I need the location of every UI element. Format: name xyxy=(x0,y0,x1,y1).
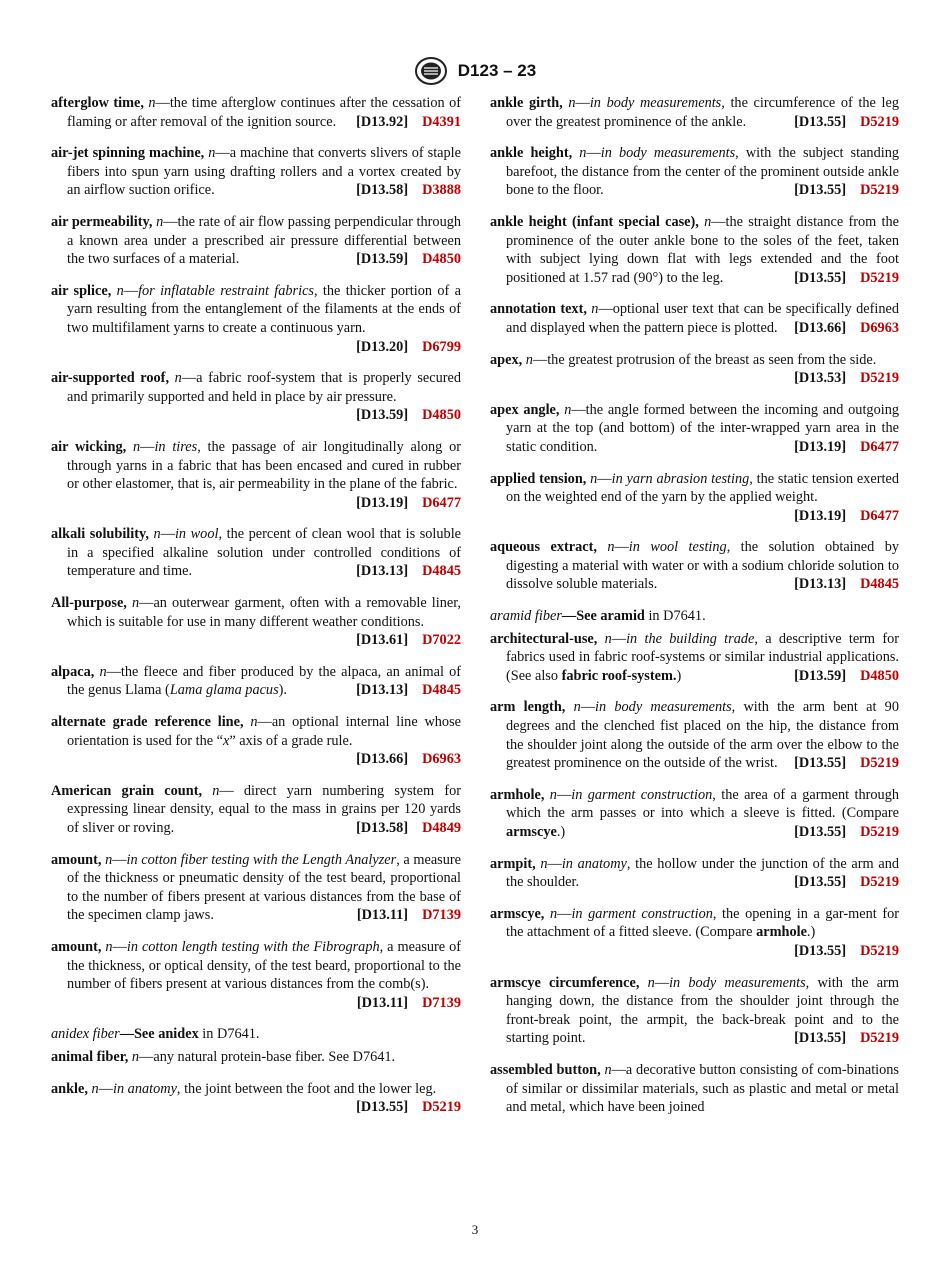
part-of-speech: n xyxy=(131,595,140,612)
subcommittee-code: [D13.13] xyxy=(794,576,847,593)
subcommittee-code: [D13.55] xyxy=(356,1099,409,1116)
em-dash: — xyxy=(611,630,627,647)
definition-text: in cotton length testing with the Fibrograph xyxy=(126,938,380,955)
definition-text: the angle formed between the incoming and outgoing yarn at the top (and bottom) of the inter-wrapped yarn area in the static condition. xyxy=(506,401,899,455)
em-dash: — xyxy=(580,699,596,716)
part-of-speech: n xyxy=(153,526,161,543)
part-of-speech: n xyxy=(105,938,113,955)
definition-text: fabric roof-system. xyxy=(561,667,677,684)
definition-text: , the static tension exerted on the weighted end of the yarn by the applied weight. xyxy=(506,470,900,506)
definition-text: x xyxy=(223,732,230,749)
definition-text: in tires xyxy=(154,438,198,455)
subcommittee-code: [D13.53] xyxy=(794,370,847,387)
em-dash: — xyxy=(654,974,670,991)
em-dash: — xyxy=(597,470,612,487)
glossary-entry xyxy=(490,855,899,892)
entry-reference xyxy=(357,994,461,1013)
entry-term: alkali solubility, xyxy=(51,526,154,543)
em-dash: — xyxy=(219,782,244,799)
em-dash: — xyxy=(711,213,726,230)
standard-link[interactable]: D5219 xyxy=(860,874,899,891)
glossary-entry xyxy=(490,94,899,131)
definition-text: a decorative button consisting of com-binations of similar or dissimilar materials, such as plastic and metal or metal and metal, which have been joined xyxy=(506,1061,899,1116)
entry-reference xyxy=(356,750,461,769)
definition-text: anidex xyxy=(158,1026,199,1043)
standard-link[interactable]: D6477 xyxy=(422,494,461,511)
definition-text: —See xyxy=(561,608,601,625)
definition-text: the fleece and fiber produced by the alpaca, an animal of the genus Llama ( xyxy=(67,663,461,699)
definition-text: in anatomy xyxy=(112,1080,177,1097)
subcommittee-code: [D13.66] xyxy=(356,751,409,768)
subcommittee-code: [D13.59] xyxy=(356,407,409,424)
definition-text: armscye xyxy=(506,824,557,840)
entry-reference xyxy=(356,494,461,513)
definition-text: armhole xyxy=(756,924,807,941)
standard-link[interactable]: D5219 xyxy=(860,182,899,199)
entry-term: apex, xyxy=(490,351,526,368)
standard-link[interactable]: D4849 xyxy=(422,820,461,836)
definition-text: in D7641. xyxy=(644,608,706,625)
part-of-speech: n xyxy=(647,974,655,991)
glossary-entry xyxy=(490,144,899,200)
entry-reference xyxy=(794,319,899,338)
entry-reference xyxy=(357,906,461,925)
part-of-speech: n xyxy=(250,714,258,731)
entry-reference xyxy=(794,1029,899,1048)
definition-text: , the percent of clean wool that is soluble in a specified alkaline solution under controlled conditions of temperature and time. xyxy=(67,526,462,580)
definition-text: , a measure of the thickness or pneumatic density of the test beard, proportional to the number of fibers present at various distances from the base of the specimen clamp jaws. xyxy=(67,851,461,924)
em-dash: — xyxy=(614,539,629,556)
entry-reference xyxy=(356,113,461,132)
entry-term: air permeability, xyxy=(51,213,157,230)
subcommittee-code: [D13.55] xyxy=(794,874,847,891)
definition-text: in cotton fiber testing with the Length Analyzer xyxy=(126,851,397,868)
part-of-speech: n xyxy=(156,213,164,230)
glossary-entry xyxy=(51,144,461,200)
definition-text: in anatomy xyxy=(561,855,627,872)
subcommittee-code: [D13.19] xyxy=(794,507,847,524)
glossary-entry xyxy=(490,470,899,526)
standard-link[interactable]: D6477 xyxy=(860,438,899,455)
glossary-entry xyxy=(51,851,461,925)
entry-reference xyxy=(356,631,461,650)
entry-term: alpaca, xyxy=(51,663,100,680)
em-dash: — xyxy=(556,786,572,803)
definition-text: in wool xyxy=(174,526,219,543)
entry-reference xyxy=(356,562,461,581)
entry-term: air-supported roof, xyxy=(51,370,175,387)
entry-term: annotation text, xyxy=(490,301,592,318)
definition-text: a fabric roof-system that is properly secured and primarily supported and held in place by air pressure. xyxy=(67,370,461,405)
part-of-speech: n xyxy=(573,699,581,716)
part-of-speech: n xyxy=(212,782,220,799)
subcommittee-code: [D13.13] xyxy=(356,682,409,699)
part-of-speech: n xyxy=(174,370,182,387)
glossary-entry xyxy=(490,974,899,1048)
entry-reference xyxy=(794,873,899,892)
glossary-entry xyxy=(51,282,461,356)
subcommittee-code: [D13.58] xyxy=(356,182,409,199)
standard-link[interactable]: D4845 xyxy=(422,682,461,699)
part-of-speech: n xyxy=(604,1061,612,1078)
astm-logo-icon xyxy=(414,56,448,86)
standard-link[interactable]: D5219 xyxy=(860,755,899,772)
em-dash: — xyxy=(155,95,170,111)
definition-text: aramid xyxy=(600,608,645,625)
entry-term: air splice, xyxy=(51,282,117,299)
subcommittee-code: [D13.59] xyxy=(794,667,847,684)
part-of-speech: n xyxy=(116,282,124,299)
glossary-entry xyxy=(490,401,899,457)
entry-reference xyxy=(356,819,461,838)
subcommittee-code: [D13.11] xyxy=(356,994,409,1011)
glossary-entry xyxy=(490,300,899,337)
standard-link[interactable]: D5219 xyxy=(860,824,899,840)
em-dash: — xyxy=(586,145,601,162)
definition-text: in body measurements xyxy=(589,95,722,111)
definition-text: aramid fiber xyxy=(490,608,562,625)
standard-link[interactable]: D3888 xyxy=(422,182,461,199)
standard-link[interactable]: D4850 xyxy=(422,407,461,424)
entry-term: ankle girth, xyxy=(490,95,569,111)
em-dash: — xyxy=(139,1048,154,1065)
definition-text: direct yarn numbering system for expressing linear density, equal to the mass in grains per 120 yards of sliver or roving. xyxy=(67,782,461,836)
subcommittee-code: [D13.55] xyxy=(794,182,847,199)
glossary-entry xyxy=(51,438,461,512)
subcommittee-code: [D13.55] xyxy=(794,269,847,286)
definition-text: an optional internal line whose orientation is used for the “ xyxy=(67,714,461,749)
definition-text: —See xyxy=(119,1026,159,1043)
entry-reference xyxy=(794,942,899,961)
entry-term: afterglow time, xyxy=(51,95,149,111)
definition-text: the time afterglow continues after the cessation of flaming or after removal of the ignition source. xyxy=(67,95,461,130)
definition-text: in the building trade xyxy=(626,630,755,647)
subcommittee-code: [D13.66] xyxy=(794,319,847,336)
definition-text: ” axis of a grade rule. xyxy=(229,732,353,749)
subcommittee-code: [D13.13] xyxy=(356,563,409,580)
entry-reference xyxy=(356,250,461,269)
entry-term: air wicking, xyxy=(51,438,133,455)
entry-term: armscye circumference, xyxy=(490,974,648,991)
part-of-speech: n xyxy=(105,851,113,868)
definition-text: , the joint between the foot and the lower leg. xyxy=(176,1080,437,1097)
part-of-speech: n xyxy=(131,1048,140,1065)
em-dash: — xyxy=(123,282,139,299)
entry-term: armpit, xyxy=(490,855,541,872)
em-dash: — xyxy=(547,855,562,872)
definition-text: ) xyxy=(676,667,682,684)
entry-term: ankle height, xyxy=(490,145,580,162)
standard-link[interactable]: D7139 xyxy=(422,994,461,1011)
entry-reference xyxy=(794,113,899,132)
subcommittee-code: [D13.19] xyxy=(356,494,409,511)
subcommittee-code: [D13.55] xyxy=(794,824,847,840)
part-of-speech: n xyxy=(99,663,107,680)
glossary-entry xyxy=(490,786,899,842)
glossary-entry xyxy=(51,663,461,700)
entry-reference xyxy=(794,507,899,526)
em-dash: — xyxy=(140,438,155,455)
em-dash: — xyxy=(160,526,175,543)
part-of-speech: n xyxy=(208,145,216,162)
definition-text: any natural protein-base fiber. See D7641. xyxy=(153,1048,396,1065)
definition-text: , a measure of the thickness, or optical density, of the test beard, proportional to the number of fibers present at various distances from the comb(s). xyxy=(67,938,461,993)
standard-link[interactable]: D5219 xyxy=(860,370,899,387)
definition-text: , with the arm hanging down, the distance from the shoulder joint through the front-break point, the armpit, the back-break point and to the starting point. xyxy=(506,974,899,1047)
definition-text: an outerwear garment, often with a removable liner, which is suitable for use in many different weather conditions. xyxy=(67,595,461,630)
em-dash: — xyxy=(215,145,230,162)
subcommittee-code: [D13.58] xyxy=(356,820,409,836)
glossary-entry xyxy=(51,369,461,425)
entry-term: American grain count, xyxy=(51,782,213,799)
em-dash: — xyxy=(571,401,586,418)
subcommittee-code: [D13.20] xyxy=(356,338,409,355)
em-dash: — xyxy=(598,301,613,318)
glossary-entry xyxy=(51,525,461,581)
definition-text: in yarn abrasion testing xyxy=(611,470,750,487)
glossary-entry xyxy=(51,213,461,269)
entry-reference xyxy=(794,438,899,457)
entry-term: arm length, xyxy=(490,699,574,716)
part-of-speech: n xyxy=(590,470,598,487)
em-dash: — xyxy=(139,595,154,612)
definition-text: the straight distance from the prominence of the outer ankle bone to the soles of the feet, taken with subject lying down flat with legs extended and the foot positioned at 1.57 rad (90°) to the leg. xyxy=(506,213,899,286)
part-of-speech: n xyxy=(604,630,612,647)
subcommittee-code: [D13.59] xyxy=(356,251,409,268)
standard-link[interactable]: D4850 xyxy=(422,251,461,268)
definition-text: in body measurements xyxy=(669,974,806,991)
entry-term: applied tension, xyxy=(490,470,591,487)
definition-text: , with the arm bent at 90 degrees and the clenched fist placed on the hip, the distance from the shoulder joint along the outside of the arm over the elbow to the greatest prominence on the outside of the wrist. xyxy=(506,699,899,772)
definition-text: .) xyxy=(556,824,566,840)
definition-text: in body measurements xyxy=(595,699,732,716)
standard-link[interactable]: D7022 xyxy=(422,632,461,649)
em-dash: — xyxy=(112,938,127,955)
entry-reference xyxy=(794,823,899,842)
entry-term: amount, xyxy=(51,851,106,868)
glossary-entry xyxy=(490,351,899,388)
part-of-speech: n xyxy=(132,438,141,455)
entry-term: assembled button, xyxy=(490,1061,605,1078)
subcommittee-code: [D13.11] xyxy=(356,907,409,924)
document-id: D123 – 23 xyxy=(457,61,537,80)
standard-link[interactable]: D7139 xyxy=(422,907,461,924)
definition-text: in body measurements xyxy=(600,145,736,162)
glossary-entry xyxy=(51,713,461,769)
em-dash: — xyxy=(557,905,572,922)
standard-link[interactable]: D5219 xyxy=(860,113,899,130)
standard-link[interactable]: D5219 xyxy=(860,269,899,286)
entry-term: All-purpose, xyxy=(51,595,132,612)
subcommittee-code: [D13.55] xyxy=(794,113,847,130)
entry-reference xyxy=(794,269,899,288)
definition-text: , the area of a garment through which the arm passes or into which a sleeve is fitted. (Compare xyxy=(506,786,899,822)
definition-text: for inflatable restraint fabrics xyxy=(138,282,314,299)
standard-link[interactable]: D4391 xyxy=(422,113,461,130)
definition-text: , the circumference of the leg over the greatest prominence of the ankle. xyxy=(506,95,899,130)
standard-link[interactable]: D6963 xyxy=(422,751,461,768)
page-number: 3 xyxy=(471,1222,479,1237)
entry-reference xyxy=(794,181,899,200)
entry-reference xyxy=(356,681,461,700)
em-dash: — xyxy=(257,714,272,731)
entry-term: air-jet spinning machine, xyxy=(51,145,209,162)
standard-link[interactable]: D4845 xyxy=(422,563,461,580)
entry-term: armhole, xyxy=(490,786,550,803)
definition-text: a machine that converts slivers of staple fibers into spun yarn using drafting rollers and a vortex created by an airflow suction orifice. xyxy=(67,145,461,199)
glossary-entry xyxy=(490,538,899,594)
entry-reference xyxy=(356,1098,461,1117)
definition-text: ). xyxy=(278,682,287,699)
entry-term: ankle height (infant special case), xyxy=(490,213,705,230)
definition-text: .) xyxy=(806,924,816,941)
definition-text: , with the subject standing barefoot, the distance from the center of the prominent outside ankle bone to the floor. xyxy=(506,145,899,199)
definition-text: in D7641. xyxy=(198,1026,260,1043)
part-of-speech: n xyxy=(91,1080,99,1097)
em-dash: — xyxy=(163,213,178,230)
subcommittee-code: [D13.55] xyxy=(794,1030,847,1047)
glossary-entry xyxy=(51,94,461,131)
glossary-entry xyxy=(490,1061,899,1117)
glossary-entry xyxy=(51,1048,461,1067)
glossary-entry xyxy=(51,1080,461,1117)
definition-text: the rate of air flow passing perpendicular through a known area under a prescribed air pressure differential between the two surfaces of a material. xyxy=(67,213,462,268)
subcommittee-code: [D13.61] xyxy=(356,632,409,649)
em-dash: — xyxy=(611,1061,626,1078)
part-of-speech: n xyxy=(568,95,576,111)
definition-text: optional user text that can be specifically defined and displayed when the pattern piece is plotted. xyxy=(506,301,899,336)
em-dash: — xyxy=(106,663,121,680)
definition-text: , the hollow under the junction of the arm and the shoulder. xyxy=(506,855,899,891)
entry-reference xyxy=(794,667,899,686)
definition-text: in garment construction xyxy=(571,905,713,922)
definition-text: , the solution obtained by digesting a material with water or with a sodium chloride solution to dissolve soluble materials. xyxy=(506,539,900,593)
glossary-entry xyxy=(51,782,461,838)
em-dash: — xyxy=(532,351,548,368)
definition-text: , the passage of air longitudinally along or through yarns in a fabric that has been encased and cured in rubber or other elastomer, that is, air permeability in the plane of the fabric. xyxy=(67,438,461,493)
entry-reference xyxy=(356,406,461,425)
em-dash: — xyxy=(112,851,127,868)
part-of-speech: n xyxy=(591,301,599,318)
standard-link[interactable]: D5219 xyxy=(860,1030,899,1047)
entry-reference xyxy=(356,338,461,357)
part-of-speech: n xyxy=(540,855,548,872)
em-dash: — xyxy=(181,370,197,387)
entry-reference xyxy=(794,575,899,594)
glossary-entry xyxy=(490,213,899,287)
standard-link[interactable]: D6799 xyxy=(422,338,461,355)
part-of-speech: n xyxy=(148,95,156,111)
definition-text: , the thicker portion of a yarn resulting from the entanglement of the filaments at the ends of two multifilament yarns to create a continuous yarn. xyxy=(67,282,461,336)
entry-term: animal fiber, xyxy=(51,1048,132,1065)
definition-text: in wool testing xyxy=(628,539,727,556)
entry-term: alternate grade reference line, xyxy=(51,714,251,731)
part-of-speech: n xyxy=(607,539,615,556)
definition-text: , the opening in a gar-ment for the attachment of a fitted sleeve. (Compare xyxy=(506,905,899,941)
part-of-speech: n xyxy=(549,786,557,803)
em-dash: — xyxy=(98,1080,113,1097)
standard-link[interactable]: D5219 xyxy=(422,1099,461,1116)
em-dash: — xyxy=(575,95,590,111)
entry-term: ankle, xyxy=(51,1080,92,1097)
glossary-entry xyxy=(490,905,899,961)
subcommittee-code: [D13.19] xyxy=(794,438,847,455)
part-of-speech: n xyxy=(549,905,558,922)
glossary-entry xyxy=(51,1025,461,1044)
entry-term: armscye, xyxy=(490,905,550,922)
standard-link[interactable]: D4850 xyxy=(860,667,899,684)
glossary-entry xyxy=(51,594,461,650)
page-header xyxy=(0,56,950,86)
entry-term: aqueous extract, xyxy=(490,539,608,556)
glossary-entry xyxy=(490,607,899,626)
left-column xyxy=(51,94,461,1130)
standard-link[interactable]: D6963 xyxy=(860,319,899,336)
entry-term: amount, xyxy=(51,938,106,955)
right-column xyxy=(490,94,899,1130)
subcommittee-code: [D13.55] xyxy=(794,942,847,959)
entry-term: apex angle, xyxy=(490,401,565,418)
part-of-speech: n xyxy=(704,213,712,230)
subcommittee-code: [D13.92] xyxy=(356,113,409,130)
entry-reference xyxy=(794,754,899,773)
subcommittee-code: [D13.55] xyxy=(794,755,847,772)
entry-reference xyxy=(356,181,461,200)
entry-reference xyxy=(794,369,899,388)
definition-text: in garment construction xyxy=(571,786,713,803)
glossary-entry xyxy=(51,938,461,1012)
definition-text: , a descriptive term for fabrics used in fabric roof-systems or similar industrial applications. (See also xyxy=(506,630,900,684)
standard-link[interactable]: D6477 xyxy=(860,507,899,524)
standard-link[interactable]: D5219 xyxy=(860,942,899,959)
glossary-entry xyxy=(490,698,899,772)
glossary-entry xyxy=(490,630,899,686)
entry-term: architectural-use, xyxy=(490,630,605,647)
part-of-speech: n xyxy=(579,145,587,162)
standard-link[interactable]: D4845 xyxy=(860,576,899,593)
definition-text: the greatest protrusion of the breast as seen from the side. xyxy=(547,351,877,368)
part-of-speech: n xyxy=(564,401,572,418)
definition-text: Lama glama pacus xyxy=(169,682,279,699)
part-of-speech: n xyxy=(525,351,533,368)
definition-text: anidex fiber xyxy=(51,1026,120,1043)
